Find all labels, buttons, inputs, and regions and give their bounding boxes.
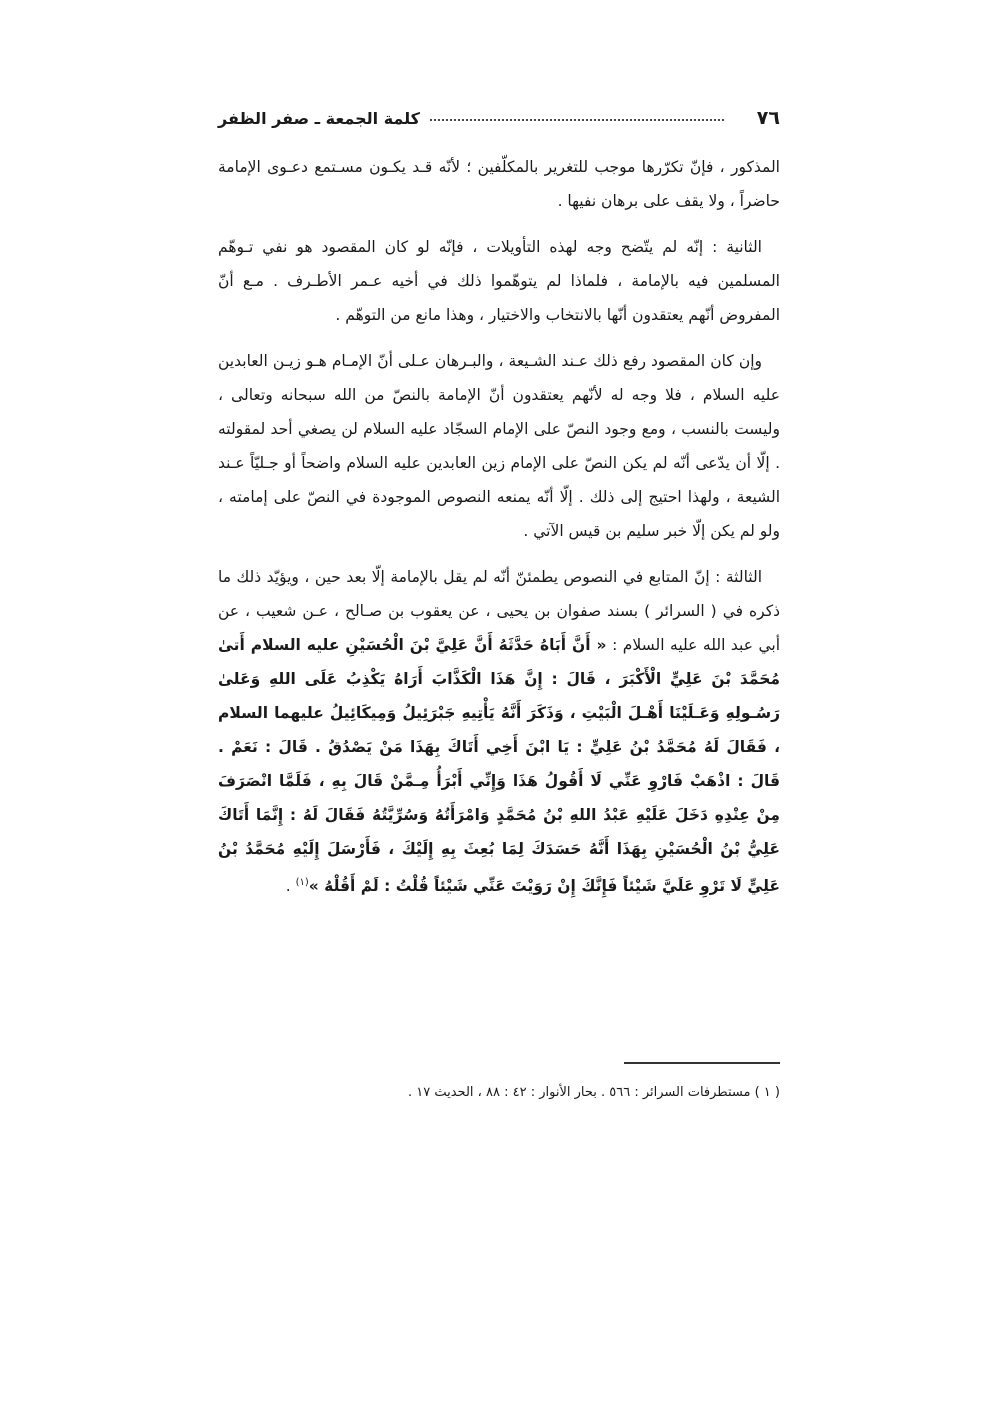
paragraph-1: المذكور ، فإنّ تكرّرها موجب للتغرير بالمكلّفين ؛ لأنّه قـد يكـون مسـتمع دعـوى الإمامة حاضراً ، ولا يقف على برهان نفيها . xyxy=(218,158,780,210)
hadith-quote: « أَنَّ أَبَاهُ حَدَّثَهُ أَنَّ عَلِيَّ بْنَ الْحُسَيْنِ عليه السلام أَتىٰ مُحَمَّدَ بْنَ عَلِيٍّ الْأَكْبَرَ ، قَالَ : إِنَّ هَذَا الْكَذَّابَ أَرَاهُ يَكْذِبُ عَلَى اللهِ وَعَلىٰ رَسُـولِهِ وَعَـلَيْنَا أَهْـلَ الْبَيْتِ ، وَذَكَرَ أَنَّهُ يَأْتِيهِ جَبْرَئِيلُ وَمِيكَائِيلُ عليهما السلام ، فَقَالَ لَهُ مُحَمَّدُ بْنُ عَلِيٍّ : يَا ابْنَ أَخِي أَتَاكَ بِهَذَا مَنْ يَصْدُقُ . قَالَ : نَعَمْ . قَالَ : اذْهَبْ فَارْوِ عَنِّي لَا أَقُولُ هَذَا وَإِنِّي أَبْرَأُ مِـمَّنْ قَالَ بِهِ ، فَلَمَّا انْصَرَفَ مِنْ عِنْدِهِ دَخَلَ عَلَيْهِ عَبْدُ اللهِ بْنُ مُحَمَّدٍ وَامْرَأَتُهُ وَسُرِّيَّتُهُ فَقَالَ لَهُ : إِنَّمَا أَتَاكَ عَلِيُّ بْنُ الْحُسَيْنِ بِهَذَا أَنَّهُ حَسَدَكَ لِمَا بُعِثَ بِهِ إِلَيْكَ ، فَأَرْسَلَ إِلَيْهِ مُحَمَّدُ بْنُ عَلِيٍّ لَا تَرْوِ عَلَيَّ شَيْئاً فَإِنَّكَ إِنْ رَوَيْتَ عَنِّي شَيْئاً قُلْتُ : لَمْ أَقُلْهُ » xyxy=(218,636,780,896)
paragraph-4-end: . xyxy=(285,877,296,896)
running-title: كلمة الجمعة ـ صفر الظفر xyxy=(218,108,420,128)
header-dotted-leader xyxy=(430,119,724,121)
page-number: ٧٦ xyxy=(756,107,780,129)
paragraph-4-intro: الثالثة : إنّ المتابع في النصوص يطمئنّ أنّه لم يقل بالإمامة إلّا بعد حين ، ويؤيّد ذلك ما ذكره في ( السرائر ) بسند صفوان بن يحيى ، عن يعقوب بن صـالح ، عـن شعيب ، عن أبي عبد الله عليه السلام : xyxy=(218,568,780,654)
footnote-divider xyxy=(624,1062,780,1064)
footnote-marker[interactable]: (١) xyxy=(295,877,309,888)
footnote: ( ١ ) مستطرفات السرائر : ٥٦٦ . بحار الأنوار : ٤٢ : ٨٨ ، الحديث ١٧ . xyxy=(407,1085,780,1100)
paragraph-3: وإن كان المقصود رفع ذلك عـند الشـيعة ، والبـرهان عـلى أنّ الإمـام هـو زيـن العابدين عليه السلام ، فلا وجه له لأنّهم يعتقدون أنّ الإمامة بالنصّ من الله سبحانه وتعالى ، وليست بالنسب ، ومع وجود النصّ على الإمام السجّاد عليه السلام لن يصغي أحد لمقولته . إلّا أن يدّعى أنّه لم يكن النصّ على الإمام زين العابدين عليه السلام واضحاً أو جـليّاً عـند الشيعة ، ولهذا احتيج إلى ذلك . إلّا أنّه يمنعه النصوص الموجودة في النصّ على إمامته ، ولو لم يكن إلّا خبر سليم بن قيس الآتي . xyxy=(218,352,780,540)
body-text xyxy=(218,150,780,915)
paragraph-4 xyxy=(218,560,780,903)
page-header xyxy=(218,98,780,138)
paragraph-2: الثانية : إنّه لم يتّضح وجه لهذه التأويلات ، فإنّه لو كان المقصود هو نفي تـوهّم المسلمين فيه بالإمامة ، فلماذا لم يتوهّموا ذلك في أخيه عـمر الأطـرف . مـع أنّ المفروض أنّهم يعتقدون أنّها بالانتخاب والاختيار ، وهذا مانع من التوهّم . xyxy=(218,238,780,324)
